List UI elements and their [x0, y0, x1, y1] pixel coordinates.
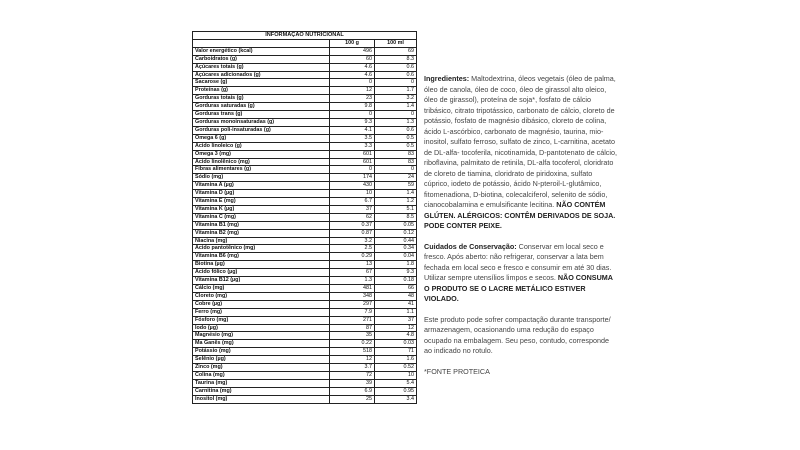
nutrient-name: Vitamina K (µg)	[193, 205, 330, 213]
value-per-100g: 4.6	[330, 63, 375, 71]
table-row	[193, 371, 417, 379]
value-per-100ml: 0	[375, 79, 417, 87]
nutrient-name: Inositol (mg)	[193, 395, 330, 403]
nutrient-name: Vitamina B2 (mg)	[193, 229, 330, 237]
ingredients-text: Maltodextrina, óleos vegetais (óleo de palma, óleo de canola, óleo de coco, óleo de girassol alto oleico, óleo de girassol), proteína de soja*, fosfato de cálcio tribásico, citrato tripotássico, carbonato de cálcio, cloreto de potássio, fosfato de magnésio dibásico, cloreto de colina, ácido L-ascórbico, carbonato de magnésio, taurina, mio-inositol, sulfato ferroso, sulfato de zinco, L-carnitina, acetato de DL-alfa- tocoferila, nicotinamida, D-pantotenato de cálcio, riboflavina, palmitato de retinila, DL-alfa tocoferol, cloridrato de cloreto de tiamina, cloridrato de piridoxina, sulfato cúprico, iodeto de potássio, ácido N-pteroil-L-glutâmico, fitomenadiona, D-biotina, colecalciferol, selenito de sódio, cianocobalamina e emulsificante lecitina.	[424, 74, 617, 209]
value-per-100g: 297	[330, 300, 375, 308]
table-row	[193, 95, 417, 103]
value-per-100g: 0.29	[330, 253, 375, 261]
nutrient-name: Gorduras totais (g)	[193, 95, 330, 103]
value-per-100ml: 0.6	[375, 126, 417, 134]
nutrient-name: Gorduras trans (g)	[193, 111, 330, 119]
value-per-100g: 3.7	[330, 364, 375, 372]
nutrient-name: Açúcares totais (g)	[193, 63, 330, 71]
table-row	[193, 142, 417, 150]
nutrient-name: Zinco (mg)	[193, 364, 330, 372]
label-text	[424, 74, 617, 387]
value-per-100ml: 66	[375, 285, 417, 293]
value-per-100ml: 3.4	[375, 395, 417, 403]
table-row	[193, 87, 417, 95]
value-per-100g: 12	[330, 87, 375, 95]
value-per-100ml: 37	[375, 316, 417, 324]
value-per-100g: 37	[330, 205, 375, 213]
value-per-100ml: 0.5	[375, 134, 417, 142]
value-per-100ml: 48	[375, 292, 417, 300]
value-per-100ml: 1.7	[375, 87, 417, 95]
value-per-100ml: 1.4	[375, 103, 417, 111]
value-per-100g: 25	[330, 395, 375, 403]
table-row	[193, 379, 417, 387]
nutrient-name: Vitamina E (mg)	[193, 198, 330, 206]
nutrient-name: Valor energético (kcal)	[193, 47, 330, 55]
value-per-100ml: 0.95	[375, 387, 417, 395]
value-per-100ml: 1.3	[375, 118, 417, 126]
table-row	[193, 292, 417, 300]
value-per-100ml: 9.3	[375, 269, 417, 277]
value-per-100ml: 0.18	[375, 277, 417, 285]
value-per-100g: 9.3	[330, 118, 375, 126]
value-per-100g: 601	[330, 158, 375, 166]
nutrient-name: Vitamina B6 (mg)	[193, 253, 330, 261]
value-per-100g: 0	[330, 166, 375, 174]
value-per-100ml: 0.05	[375, 221, 417, 229]
table-row	[193, 245, 417, 253]
table-row	[193, 387, 417, 395]
nutrition-table	[192, 31, 417, 404]
value-per-100g: 87	[330, 324, 375, 332]
table-row	[193, 277, 417, 285]
nutrient-name: Gorduras monoinsaturadas (g)	[193, 118, 330, 126]
table-row	[193, 55, 417, 63]
nutrient-name: Vitamina C (mg)	[193, 213, 330, 221]
value-per-100ml: 83	[375, 150, 417, 158]
value-per-100g: 10	[330, 190, 375, 198]
nutrient-name: Cobre (µg)	[193, 300, 330, 308]
value-per-100ml: 1.4	[375, 190, 417, 198]
table-row	[193, 221, 417, 229]
table-row	[193, 111, 417, 119]
value-per-100g: 0.87	[330, 229, 375, 237]
nutrient-name: Vitamina A (µg)	[193, 182, 330, 190]
value-per-100g: 0	[330, 111, 375, 119]
value-per-100g: 0.22	[330, 340, 375, 348]
table-row	[193, 190, 417, 198]
value-per-100ml: 8.3	[375, 55, 417, 63]
value-per-100ml: 1.6	[375, 356, 417, 364]
nutrient-name: Gorduras poli-insaturadas (g)	[193, 126, 330, 134]
value-per-100g: 2.5	[330, 245, 375, 253]
value-per-100g: 39	[330, 379, 375, 387]
value-per-100g: 518	[330, 348, 375, 356]
nutrient-name: Açúcares adicionados (g)	[193, 71, 330, 79]
value-per-100ml: 1.8	[375, 261, 417, 269]
value-per-100g: 4.1	[330, 126, 375, 134]
nutrient-name: Colina (mg)	[193, 371, 330, 379]
value-per-100g: 3.2	[330, 237, 375, 245]
header-100ml: 100 ml	[375, 39, 417, 47]
nutrient-name: Ômega 6 (g)	[193, 134, 330, 142]
table-row	[193, 213, 417, 221]
ingredients-label: Ingredientes:	[424, 74, 470, 83]
nutrient-name: Proteínas (g)	[193, 87, 330, 95]
value-per-100ml: 0	[375, 166, 417, 174]
table-row	[193, 71, 417, 79]
value-per-100ml: 5.4	[375, 379, 417, 387]
value-per-100ml: 0.44	[375, 237, 417, 245]
nutrient-name: Niacina (mg)	[193, 237, 330, 245]
nutrient-name: Fibras alimentares (g)	[193, 166, 330, 174]
value-per-100ml: 1.1	[375, 308, 417, 316]
table-row	[193, 269, 417, 277]
nutrient-name: Fósforo (mg)	[193, 316, 330, 324]
nutrient-name: Magnésio (mg)	[193, 332, 330, 340]
table-row	[193, 332, 417, 340]
table-row	[193, 63, 417, 71]
value-per-100g: 174	[330, 174, 375, 182]
nutrient-name: Ferro (mg)	[193, 308, 330, 316]
table-row	[193, 300, 417, 308]
allergen-warning: NÃO CONTÉM GLÚTEN. ALÉRGICOS: CONTÊM DERIVADOS DE SOJA. PODE CONTER PEIXE.	[424, 200, 616, 230]
nutrition-table-body	[193, 47, 417, 403]
nutrient-name: Sacarose (g)	[193, 79, 330, 87]
value-per-100g: 13	[330, 261, 375, 269]
value-per-100g: 3.3	[330, 142, 375, 150]
table-row	[193, 158, 417, 166]
care-label: Cuidados de Conservação:	[424, 241, 517, 251]
table-row	[193, 174, 417, 182]
nutrient-name: Taurina (mg)	[193, 379, 330, 387]
value-per-100ml: 0.12	[375, 229, 417, 237]
nutrient-name: Carnitina (mg)	[193, 387, 330, 395]
table-row	[193, 340, 417, 348]
nutrient-name: Vitamina B1 (mg)	[193, 221, 330, 229]
value-per-100g: 6.7	[330, 198, 375, 206]
nutrient-name: Vitamina D (µg)	[193, 190, 330, 198]
value-per-100g: 481	[330, 285, 375, 293]
value-per-100ml: 0	[375, 111, 417, 119]
nutrient-name: Ômega 3 (mg)	[193, 150, 330, 158]
value-per-100g: 348	[330, 292, 375, 300]
table-row	[193, 79, 417, 87]
value-per-100g: 9.8	[330, 103, 375, 111]
value-per-100g: 1.3	[330, 277, 375, 285]
nutrient-name: Potássio (mg)	[193, 348, 330, 356]
table-row	[193, 134, 417, 142]
nutrient-name: Biotina (µg)	[193, 261, 330, 269]
header-empty	[193, 39, 330, 47]
value-per-100g: 601	[330, 150, 375, 158]
table-row	[193, 205, 417, 213]
table-row	[193, 356, 417, 364]
value-per-100ml: 0.6	[375, 71, 417, 79]
table-row	[193, 395, 417, 403]
value-per-100g: 67	[330, 269, 375, 277]
compaction-note: Este produto pode sofrer compactação durante transporte/ armazenagem, ocasionando uma redução do espaço ocupado na embalagem. Seu peso, contudo, corresponde ao indicado no rotulo.	[424, 314, 611, 355]
table-row	[193, 166, 417, 174]
value-per-100g: 4.6	[330, 71, 375, 79]
table-row	[193, 237, 417, 245]
value-per-100ml: 5.1	[375, 205, 417, 213]
value-per-100ml: 59	[375, 182, 417, 190]
table-row	[193, 364, 417, 372]
nutrient-name: Ácido linolênico (mg)	[193, 158, 330, 166]
value-per-100ml: 3.2	[375, 95, 417, 103]
value-per-100g: 3.5	[330, 134, 375, 142]
value-per-100ml: 10	[375, 371, 417, 379]
value-per-100ml: 0.03	[375, 340, 417, 348]
value-per-100ml: 71	[375, 348, 417, 356]
value-per-100g: 62	[330, 213, 375, 221]
nutrient-name: Iodo (µg)	[193, 324, 330, 332]
value-per-100ml: 12	[375, 324, 417, 332]
value-per-100g: 12	[330, 356, 375, 364]
value-per-100g: 0	[330, 79, 375, 87]
table-row	[193, 126, 417, 134]
value-per-100g: 430	[330, 182, 375, 190]
table-row	[193, 285, 417, 293]
value-per-100g: 271	[330, 316, 375, 324]
value-per-100ml: 83	[375, 158, 417, 166]
value-per-100g: 7.9	[330, 308, 375, 316]
value-per-100ml: 1.2	[375, 198, 417, 206]
care-paragraph	[424, 242, 617, 305]
protein-source-footnote: *FONTE PROTEICA	[424, 366, 490, 376]
value-per-100g: 35	[330, 332, 375, 340]
value-per-100g: 60	[330, 55, 375, 63]
table-row	[193, 316, 417, 324]
nutrient-name: Carboidratos (g)	[193, 55, 330, 63]
nutrient-name: Ma Ganês (mg)	[193, 340, 330, 348]
nutrient-name: Cálcio (mg)	[193, 285, 330, 293]
nutrient-name: Vitamina B12 (µg)	[193, 277, 330, 285]
value-per-100ml: 24	[375, 174, 417, 182]
value-per-100ml: 0.6	[375, 63, 417, 71]
value-per-100ml: 0.52	[375, 364, 417, 372]
value-per-100ml: 41	[375, 300, 417, 308]
value-per-100ml: 69	[375, 47, 417, 55]
nutrient-name: Selênio (µg)	[193, 356, 330, 364]
value-per-100g: 23	[330, 95, 375, 103]
ingredients-paragraph	[424, 74, 617, 232]
nutrient-name: Cloreto (mg)	[193, 292, 330, 300]
table-row	[193, 253, 417, 261]
value-per-100ml: 0.5	[375, 142, 417, 150]
nutrition-table-title: INFORMAÇÃO NUTRICIONAL	[193, 32, 417, 40]
nutrient-name: Ácido fólico (µg)	[193, 269, 330, 277]
nutrient-name: Ácido pantotênico (mg)	[193, 245, 330, 253]
value-per-100g: 0.37	[330, 221, 375, 229]
table-row	[193, 198, 417, 206]
table-row	[193, 261, 417, 269]
care-text: Conservar em local seco e fresco. Após aberto: não refrigerar, conservar a lata bem fechada em local seco e fresco e consumir em até 30 dias. Utilizar sempre utensílios limpos e secos.	[424, 241, 612, 282]
value-per-100ml: 4.8	[375, 332, 417, 340]
value-per-100g: 496	[330, 47, 375, 55]
value-per-100ml: 0.34	[375, 245, 417, 253]
table-row	[193, 229, 417, 237]
table-row	[193, 348, 417, 356]
nutrient-name: Ácido linoleico (g)	[193, 142, 330, 150]
value-per-100g: 6.9	[330, 387, 375, 395]
nutrient-name: Gorduras saturadas (g)	[193, 103, 330, 111]
header-100g: 100 g	[330, 39, 375, 47]
table-row	[193, 103, 417, 111]
seal-warning: NÃO CONSUMA O PRODUTO SE O LACRE METÁLICO ESTIVER VIOLADO.	[424, 273, 613, 303]
table-row	[193, 47, 417, 55]
table-row	[193, 150, 417, 158]
value-per-100ml: 8.5	[375, 213, 417, 221]
table-row	[193, 182, 417, 190]
table-row	[193, 118, 417, 126]
table-row	[193, 308, 417, 316]
value-per-100g: 72	[330, 371, 375, 379]
value-per-100ml: 0.04	[375, 253, 417, 261]
table-row	[193, 324, 417, 332]
nutrient-name: Sódio (mg)	[193, 174, 330, 182]
